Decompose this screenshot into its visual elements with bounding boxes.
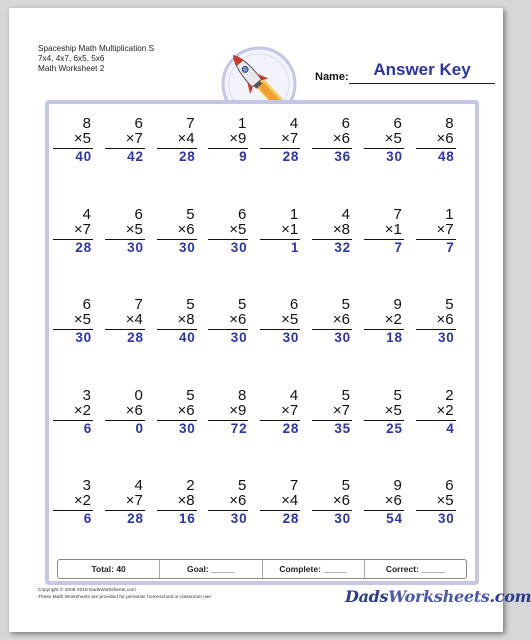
- multiplier: ×6: [229, 492, 247, 509]
- multiplicand: 6: [238, 205, 247, 223]
- multiplicand: 4: [134, 477, 143, 494]
- brand-part-worksheets: Worksheets: [388, 587, 490, 606]
- multiplier: ×4: [177, 130, 195, 147]
- multiplicand: 7: [393, 205, 402, 223]
- multiplication-problem: [416, 207, 456, 255]
- answer: 0: [135, 420, 144, 436]
- multiplicand: 9: [393, 477, 402, 494]
- multiplicand: 8: [445, 115, 454, 132]
- multiplier: ×8: [177, 311, 195, 328]
- multiplication-problem: [157, 207, 197, 255]
- answer: 28: [127, 511, 144, 526]
- answer: 42: [127, 149, 144, 164]
- multiplicand: 8: [82, 115, 91, 132]
- multiplication-problem: [260, 478, 300, 526]
- multiplication-problem: [157, 478, 197, 526]
- answer: 30: [230, 511, 248, 526]
- multiplicand: 5: [186, 296, 195, 313]
- answer: 30: [334, 511, 351, 526]
- multiplicand: 6: [341, 115, 350, 132]
- multiplication-problem: [157, 388, 197, 436]
- multiplication-problem: [105, 207, 145, 255]
- answer: 40: [75, 149, 92, 164]
- answer: 6: [83, 420, 92, 436]
- multiplicand: 5: [238, 296, 247, 313]
- multiplication-problem: [105, 388, 145, 436]
- answer: 28: [127, 330, 144, 345]
- multiplicand: 6: [445, 477, 454, 494]
- answer: 30: [178, 420, 196, 436]
- worksheet-title: Spaceship Math Multiplication S: [38, 44, 155, 53]
- multiplicand: 4: [341, 205, 350, 223]
- multiplier: ×6: [332, 492, 350, 509]
- multiplier: ×6: [384, 492, 402, 509]
- answer: 30: [437, 330, 455, 345]
- answer: 30: [282, 330, 300, 345]
- answer: 7: [394, 239, 403, 255]
- multiplier: ×7: [125, 130, 143, 147]
- worksheet-page: [9, 8, 531, 632]
- multiplier: ×6: [229, 311, 247, 328]
- multiplicand: 5: [341, 477, 350, 494]
- answer-key-heading: Answer Key: [373, 60, 471, 79]
- multiplication-problem: [157, 297, 197, 345]
- multiplication-problem: [364, 388, 404, 436]
- answer: 30: [127, 239, 144, 255]
- multiplicand: 6: [393, 115, 402, 132]
- brand-part-com: .com: [489, 587, 531, 606]
- answer: 9: [239, 149, 248, 164]
- multiplier: ×2: [436, 401, 454, 419]
- multiplication-problem: [53, 116, 93, 164]
- answer: 40: [178, 330, 196, 345]
- multiplier: ×1: [384, 220, 402, 238]
- multiplication-problem: [105, 116, 145, 164]
- multiplication-problem: [364, 297, 404, 345]
- copyright-line: Copyright © 2008-2018 DadsWorksheets.com: [38, 588, 136, 593]
- multiplier: ×5: [384, 401, 402, 419]
- answer: 48: [437, 149, 455, 164]
- multiplier: ×7: [436, 220, 454, 238]
- multiplicand: 7: [289, 477, 299, 494]
- answer: 30: [230, 330, 248, 345]
- multiplier: ×5: [281, 311, 299, 328]
- multiplication-problem: [312, 388, 352, 436]
- answer: 28: [282, 420, 300, 436]
- answer: 1: [290, 239, 300, 255]
- multiplicand: 4: [289, 115, 299, 132]
- multiplication-problem: [208, 116, 248, 164]
- multiplication-problem: [53, 388, 93, 436]
- answer: 7: [446, 239, 455, 255]
- multiplication-problem: [157, 116, 197, 164]
- answer: 28: [178, 149, 196, 164]
- multiplication-problem: [312, 478, 352, 526]
- multiplicand: 1: [238, 115, 247, 132]
- multiplier: ×5: [384, 130, 402, 147]
- answer: 30: [437, 511, 455, 526]
- multiplicand: 6: [134, 205, 143, 223]
- multiplier: ×6: [332, 311, 350, 328]
- multiplication-problem: [208, 388, 248, 436]
- multiplicand: 2: [186, 477, 195, 494]
- multiplication-problem: [105, 297, 145, 345]
- multiplier: ×6: [436, 130, 454, 147]
- multiplier: ×7: [125, 492, 143, 509]
- multiplicand: 6: [134, 115, 143, 132]
- multiplication-problem: [312, 297, 352, 345]
- answer: 28: [75, 239, 92, 255]
- answer: 4: [446, 420, 455, 436]
- multiplier: ×5: [436, 492, 454, 509]
- multiplier: ×5: [73, 130, 91, 147]
- answer: 6: [83, 511, 92, 526]
- multiplier: ×5: [229, 220, 247, 238]
- multiplicand: 5: [341, 386, 350, 404]
- multiplier: ×4: [281, 492, 299, 509]
- multiplicand: 6: [82, 296, 91, 313]
- multiplier: ×5: [125, 220, 143, 238]
- multiplicand: 5: [186, 386, 195, 404]
- multiplicand: 1: [289, 205, 299, 223]
- multiplicand: 3: [82, 477, 91, 494]
- multiplicand: 5: [238, 477, 247, 494]
- multiplicand: 5: [393, 386, 402, 404]
- multiplier: ×7: [281, 401, 299, 419]
- multiplication-problem: [208, 478, 248, 526]
- correct-cell: Correct: _____: [385, 564, 445, 574]
- answer: 30: [230, 239, 248, 255]
- answer: 36: [334, 149, 351, 164]
- multiplicand: 4: [82, 205, 91, 223]
- brand-part-dads: Dads: [345, 587, 389, 606]
- multiplier: ×8: [332, 220, 350, 238]
- multiplier: ×5: [73, 311, 91, 328]
- answer: 35: [334, 420, 351, 436]
- multiplier: ×7: [281, 130, 299, 147]
- multiplication-problem: [416, 388, 456, 436]
- multiplicand: 9: [393, 296, 402, 313]
- brand-logo: [345, 587, 531, 606]
- answer: 28: [282, 511, 300, 526]
- multiplier: ×4: [125, 311, 143, 328]
- answer: 30: [386, 149, 403, 164]
- multiplicand: 5: [186, 205, 195, 223]
- multiplicand: 5: [341, 296, 350, 313]
- multiplier: ×7: [73, 220, 91, 238]
- multiplication-problem: [105, 478, 145, 526]
- multiplication-problem: [53, 478, 93, 526]
- multiplicand: 5: [445, 296, 454, 313]
- multiplicand: 8: [238, 386, 247, 404]
- multiplier: ×1: [281, 220, 299, 238]
- multiplication-problem: [312, 116, 352, 164]
- multiplication-problem: [312, 207, 352, 255]
- multiplicand: 7: [186, 115, 195, 132]
- answer: 18: [386, 330, 403, 345]
- answer: 54: [386, 511, 403, 526]
- multiplier: ×2: [73, 401, 91, 419]
- multiplication-problem: [260, 116, 300, 164]
- multiplicand: 6: [289, 296, 299, 313]
- multiplication-problem: [208, 297, 248, 345]
- worksheet-subtitle: Math Worksheet 2: [38, 64, 105, 73]
- multiplication-problem: [364, 207, 404, 255]
- multiplication-problem: [364, 478, 404, 526]
- worksheet-facts: 7x4, 4x7, 6x5, 5x6: [38, 54, 105, 63]
- multiplier: ×2: [73, 492, 91, 509]
- multiplier: ×8: [177, 492, 195, 509]
- answer: 30: [334, 330, 351, 345]
- score-bar: [57, 559, 467, 579]
- multiplier: ×9: [229, 130, 247, 147]
- multiplication-problem: [53, 207, 93, 255]
- multiplier: ×6: [177, 220, 195, 238]
- total-cell: Total: 40: [58, 560, 160, 578]
- multiplicand: 0: [134, 386, 143, 404]
- name-label: Name:: [315, 71, 349, 83]
- usage-line: These Math Worksheets are provided for personal, homeschool or classroom use.: [38, 595, 213, 600]
- multiplication-problem: [416, 297, 456, 345]
- multiplication-problem: [208, 207, 248, 255]
- multiplicand: 3: [82, 386, 91, 404]
- name-field-line: [349, 83, 495, 84]
- multiplication-problem: [416, 116, 456, 164]
- multiplication-problem: [260, 297, 300, 345]
- multiplicand: 2: [445, 386, 454, 404]
- multiplication-problem: [53, 297, 93, 345]
- multiplication-problem: [416, 478, 456, 526]
- complete-cell: Complete: _____: [263, 560, 365, 578]
- multiplier: ×6: [125, 401, 143, 419]
- multiplicand: 4: [289, 386, 299, 404]
- answer: 32: [334, 239, 351, 255]
- answer: 28: [282, 149, 300, 164]
- multiplication-problem: [260, 388, 300, 436]
- answer: 25: [386, 420, 403, 436]
- multiplication-problem: [260, 207, 300, 255]
- multiplicand: 7: [134, 296, 143, 313]
- answer: 30: [75, 330, 92, 345]
- answer: 72: [230, 420, 248, 436]
- multiplicand: 1: [445, 205, 454, 223]
- multiplier: ×2: [384, 311, 402, 328]
- multiplication-problem: [364, 116, 404, 164]
- multiplier: ×9: [229, 401, 247, 419]
- multiplier: ×6: [332, 130, 350, 147]
- multiplier: ×6: [177, 401, 195, 419]
- answer: 16: [178, 511, 196, 526]
- multiplier: ×6: [436, 311, 454, 328]
- answer: 30: [178, 239, 196, 255]
- multiplier: ×7: [332, 401, 350, 419]
- goal-cell: Goal: _____: [160, 560, 262, 578]
